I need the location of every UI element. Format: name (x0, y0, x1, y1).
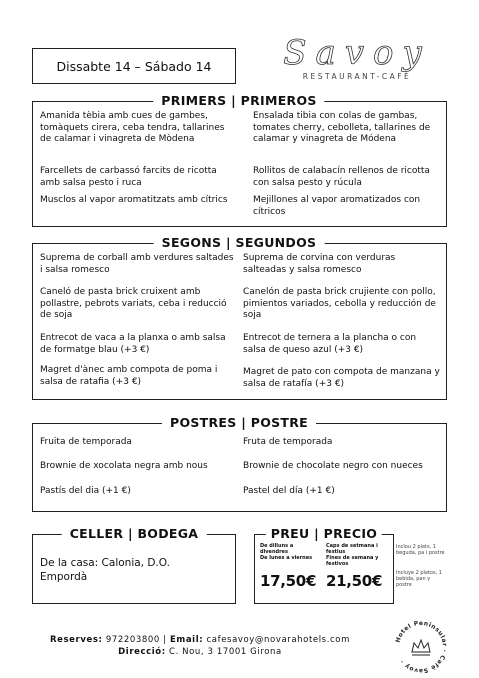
primers-col-es (253, 111, 441, 221)
segons-item-ca-3: Entrecot de vaca a la planxa o amb salsa de formatge blau (+3 €) (40, 333, 226, 355)
postres-title: POSTRES | POSTRE (162, 416, 316, 430)
segons-item-ca-4: Magret d'ànec amb compota de poma i salsa de ratafia (+3 €) (40, 365, 218, 387)
price-note-weekend: Incluye 2 platos, 1 bebida, pan y postre (396, 570, 442, 589)
postres-item-es-2: Brownie de chocolate negro con nueces (243, 461, 423, 471)
address-text: C. Nou, 3 17001 Girona (169, 647, 282, 657)
primers-item-ca-1: Amanida tèbia amb cues de gambes, tomàquets cirera, ceba tendra, tallarines de calamar i vinagreta de Mòdena (40, 111, 225, 144)
savoy-logo (262, 34, 452, 84)
weekday-label: De dilluns a divendres De lunes a viernes (260, 543, 313, 561)
postres-col-ca (40, 437, 236, 507)
postres-item-es-3: Pastel del día (+1 €) (243, 486, 335, 496)
phone-number: 972203800 (105, 635, 160, 645)
footer-address (0, 647, 400, 657)
weekday-price: 17,50€ (260, 572, 317, 590)
menu-date: Dissabte 14 – Sábado 14 (56, 58, 212, 74)
weekend-price: 21,50€ (326, 572, 383, 590)
primers-item-ca-2: Farcellets de carbassó farcits de ricotta amb salsa pesto i ruca (40, 166, 217, 188)
svg-text:Hotel Peninsular · Cafè Savoy (394, 620, 448, 674)
address-label: Direcció: (118, 647, 166, 657)
primers-item-es-3: Mejillones al vapor aromatizados con cítricos (253, 195, 421, 217)
postres-item-ca-3: Pastís del dia (+1 €) (40, 486, 131, 496)
postres-item-ca-2: Brownie de xocolata negra amb nous (40, 461, 208, 471)
logo-text: Savoy (283, 33, 431, 73)
postres-item-ca-1: Fruita de temporada (40, 437, 132, 447)
primers-item-es-1: Ensalada tibia con colas de gambas, tomates cherry, cebolleta, tallarines de calamar y vinagreta de Módena (253, 111, 431, 144)
segons-col-ca (40, 253, 236, 395)
postres-col-es (243, 437, 441, 507)
reserves-label: Reserves: (50, 635, 103, 645)
primers-item-es-2: Rollitos de calabacín rellenos de ricotta con salsa pesto y rúcula (253, 166, 430, 188)
primers-item-ca-3: Musclos al vapor aromatitzats amb cítrics (40, 195, 228, 205)
celler-text: De la casa: Calonia, D.O. Empordà (40, 557, 170, 583)
postres-item-es-1: Fruta de temporada (243, 437, 333, 447)
logo-subtitle: RESTAURANT-CAFÈ (302, 72, 412, 81)
email-address: cafesavoy@novarahotels.com (206, 635, 350, 645)
primers-col-ca (40, 111, 236, 221)
email-label: Email: (169, 635, 204, 645)
segons-item-ca-2: Caneló de pasta brick cruixent amb pollastre, pebrots variats, ceba i reducció de soja (40, 287, 227, 320)
segons-item-es-1: Suprema de corvina con verduras salteadas y salsa romesco (243, 253, 396, 275)
seal-text: Hotel Peninsular · Cafè Savoy · (394, 619, 449, 675)
hotel-seal-icon (392, 618, 450, 676)
date-box (32, 48, 236, 84)
segons-title: SEGONS | SEGUNDOS (154, 236, 325, 250)
segons-item-ca-1: Suprema de corball amb verdures saltades i salsa romesco (40, 253, 234, 275)
preu-title: PREU | PRECIO (266, 527, 382, 541)
segons-item-es-2: Canelón de pasta brick crujiente con pollo, pimientos variados, cebolla y reducción de soja (243, 287, 436, 320)
primers-title: PRIMERS | PRIMEROS (153, 94, 324, 108)
segons-item-es-3: Entrecot de ternera a la plancha o con salsa de queso azul (+3 €) (243, 333, 417, 355)
segons-col-es (243, 253, 441, 395)
price-note-weekday: Inclou 2 plats, 1 beguda, pa i postre (396, 544, 445, 557)
segons-item-es-4: Magret de pato con compota de manzana y salsa de ratafía (+3 €) (243, 367, 440, 389)
celler-title: CELLER | BODEGA (62, 527, 207, 541)
crown-icon (412, 640, 430, 652)
weekend-label: Caps de setmana i festius Fines de semana y festivos (326, 543, 379, 567)
footer-contact: Reserves: 972203800 | Email: cafesavoy@novarahotels.com (50, 635, 350, 645)
